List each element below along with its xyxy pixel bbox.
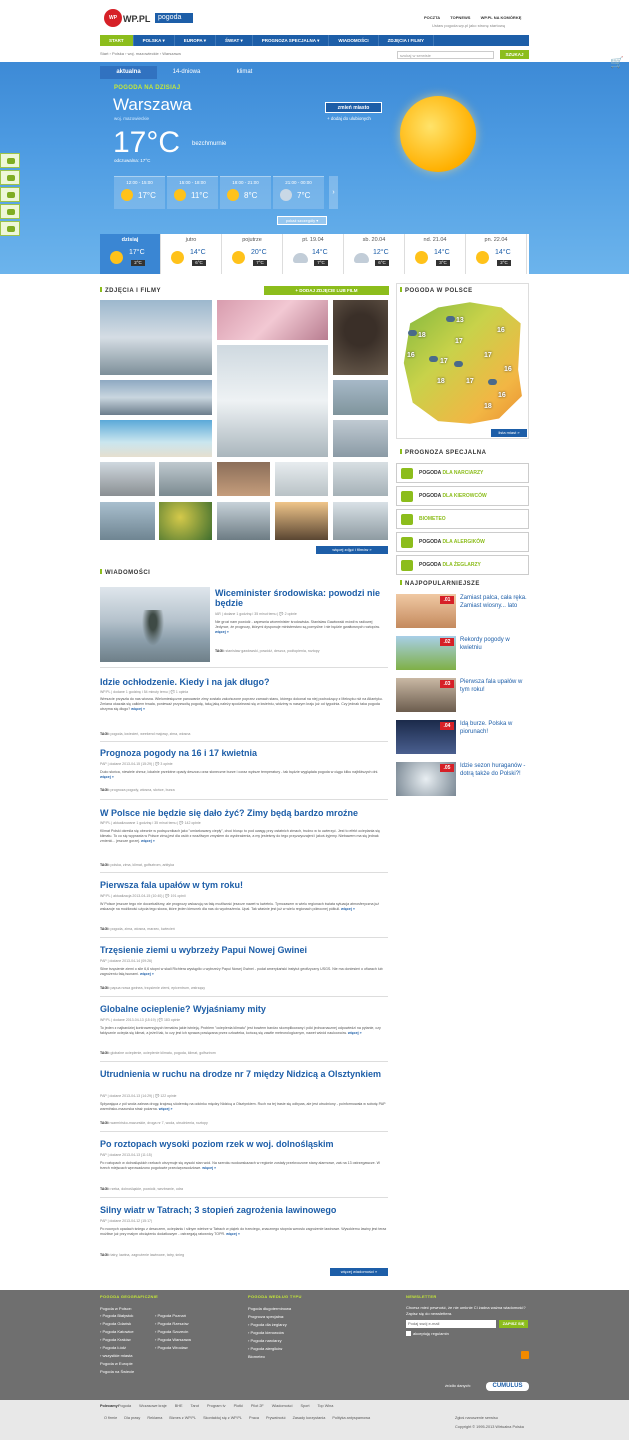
news-lead: W Polsce jeszcze tego nie doczekaliśmy, ale prognozy wskazują na falę możliwość jeszcze nawet w kwietniu. Tymczasem w wielu regionach świata sytuacja atmosferyczna już wskazuje na możliwość użycia tego słowa, które jeden kierunek dla nas do wyobrażenia. Upał. Tak właśnie jest już w wielu regionach północnej półkuli. więcej » [100, 902, 380, 912]
footer-geo: POGODA GEOGRAFICZNIE Pogoda w Polsce: [100, 1294, 159, 1311]
feels-like: odczuwalna: 17°C [114, 158, 151, 163]
add-favourite-link[interactable]: + dodaj do ulubionych [327, 116, 371, 121]
hour-slot: 12:00 - 15:00 17°C [114, 176, 165, 209]
news-headline[interactable]: Silny wiatr w Tatrach; 3 stopień zagrożenia lawinowego [100, 1205, 337, 1215]
rss-icon[interactable] [521, 1351, 529, 1359]
photo-thumb[interactable] [100, 502, 155, 540]
cloud-icon [454, 361, 463, 367]
photo-thumb[interactable] [217, 462, 270, 496]
nav-start[interactable]: START [100, 35, 134, 46]
footer-newsletter: NEWSLETTER Chcesz mieć pewność, że nie umknie Ci żadna ważna wiadomość? Zapisz się do newslettera. [406, 1294, 526, 1316]
photo-thumb[interactable] [159, 462, 212, 496]
chevron-right-icon[interactable]: › [329, 176, 338, 209]
ski-icon [401, 468, 413, 479]
sun-icon [110, 251, 123, 264]
news-headline[interactable]: Po roztopach wysoki poziom rzek w woj. dolnośląskim [100, 1139, 334, 1149]
day-card[interactable]: dzisiaj 17°C 2°C [100, 234, 161, 274]
map-temp[interactable]: 13 [456, 317, 464, 324]
forecast-tabs [100, 66, 274, 79]
news-headline[interactable]: Wiceminister środowiska: powodzi nie będzie [215, 588, 380, 608]
data-source-label: źródło danych: [445, 1383, 472, 1388]
toplink-poczta[interactable]: POCZTA [424, 15, 441, 20]
news-lead: Po nocnych opadach śniegu z deszczem, ocieplaniu i silnym wietrze w Tatrach w piątek do trzeciego, znacznego stopnia wzrosło zagrożenie lawinowe. Wysokiemu lawiny jest teraz możliwe już przy małym obciążeniu dodatkowym - ostrzegają ratownicy TOPR. więcej » [100, 1227, 387, 1237]
news-tags: TAGI: polska, zima, klimat, golfsztrom, arktyka [100, 863, 175, 867]
day-card[interactable]: sb. 20.04 12°C 6°C [344, 234, 405, 274]
news-lead: Po roztopach w dolnośląskich rzekach utrzymuje się wysoki stan wód. Na szeroku wodowskazach w regionie zostały przekroczone stany alarmowe, zaś na 13 ostrzegawcze. W trzech miejscach wprowadzono pogotowie przeciwpowodziowe. więcej » [100, 1161, 381, 1171]
allergy-icon [401, 537, 413, 548]
news-more-link[interactable]: więcej » [100, 775, 114, 780]
special-sailors[interactable]: POGODA DLA ŻEGLARZY [396, 555, 529, 575]
photo-thumb[interactable] [217, 345, 328, 457]
news-tags: TAGI: warmińsko-mazurskie, droga nr 7, woda, utrudnienia, roztopy [100, 1121, 208, 1125]
biometeo-icon [401, 514, 413, 525]
news-headline[interactable]: Globalne ocieplenie? Wyjaśniamy mity [100, 1004, 266, 1014]
photo-thumb[interactable] [333, 420, 388, 457]
news-more-link[interactable]: więcej » [131, 707, 145, 712]
section-tag[interactable]: pogoda [155, 13, 193, 23]
show-details-button[interactable]: pokaż szczegóły ▾ [277, 216, 327, 225]
map-temp[interactable]: 17 [466, 378, 474, 385]
cloud-icon [408, 330, 417, 336]
subscribe-button[interactable]: ZAPISZ SIĘ [499, 1320, 528, 1328]
footer-type: POGODA WEDŁUG TYPU Pogoda długoterminowa Prognoza specjalna: › Pogoda dla żeglarzy › Pogoda kierowców › Pogoda narciarzy › Pogoda alergików Biometeo [248, 1294, 302, 1359]
copyright: Copyright © 1995-2013 Wirtualna Polska [455, 1425, 524, 1429]
divider [100, 872, 388, 873]
map-temp[interactable]: 17 [484, 352, 492, 359]
news-lead: To jeden z najbardziej kontrowersyjnych tematów jakie istnieją. Problem "ocieplenia klimatu" jest bowiem bardzo skomplikowany i póki jednoznacznej odpowiedzi na pytanie, czy faktycznie ociepla się klimat, a jeżeli tak, to czy jest ich sprawa powiązana przez człowieka, kończą się zawiłe meteorologicznym, nawet wśród naukowców. więcej » [100, 1026, 381, 1036]
divider [100, 741, 388, 742]
sun-icon [415, 251, 428, 264]
news-more-link[interactable]: więcej » [158, 1107, 173, 1112]
map-temp[interactable]: 16 [504, 366, 512, 373]
divider [100, 799, 388, 800]
cloud-icon [446, 316, 455, 322]
nav-wiadomosci[interactable]: WIADOMOŚCI [329, 35, 378, 46]
news-more-link[interactable]: więcej » [341, 907, 355, 912]
news-tags: TAGI: globalne ocieplenie, ocieplenie klimatu, pogoda, klimat, golfsztrom [100, 1051, 216, 1055]
photo-thumb[interactable] [333, 380, 388, 415]
news-meta: PAP | dodane 2013-04-14 (09:26) [100, 959, 153, 963]
hour-slot: 21:00 - 00:00 7°C [273, 176, 324, 209]
photo-thumb[interactable] [333, 300, 388, 375]
map-temp[interactable]: 17 [440, 358, 448, 365]
current-condition: bezchmurnie [192, 141, 227, 147]
news-more-link[interactable]: więcej » [347, 1031, 362, 1036]
divider [100, 1131, 388, 1132]
day-card[interactable]: pt. 19.04 14°C 7°C [283, 234, 344, 274]
hour-slot: 18:00 - 21:00 8°C [220, 176, 271, 209]
region-name: woj. mazowieckie [114, 116, 150, 121]
tree-image [140, 610, 166, 650]
more-photos-button[interactable]: więcej zdjęć i filmów » [316, 546, 388, 554]
main-nav [100, 35, 529, 46]
map-temp[interactable]: 18 [418, 332, 426, 339]
photos-heading: ZDJĘCIA I FILMY [100, 287, 161, 294]
polecamy-label: Polecamy: [100, 1404, 119, 1408]
accept-terms[interactable]: akceptuję regulamin [406, 1330, 449, 1338]
tab-14-dniowa[interactable]: 14-dniowa [172, 69, 201, 75]
news-more-link[interactable]: więcej » [139, 972, 154, 977]
sun-icon [232, 251, 245, 264]
photo-thumb[interactable] [217, 502, 270, 540]
breadcrumb[interactable]: Start › Polska › woj. mazowieckie › Warszawa [100, 51, 181, 56]
news-headline[interactable]: Prognoza pogody na 16 i 17 kwietnia [100, 748, 258, 758]
special-drivers[interactable]: POGODA DLA KIEROWCÓW [396, 486, 529, 506]
news-meta: WP.PL | aktualizacja 2013-04-15 (10:40) | 💬 191 opinii [100, 894, 186, 898]
news-headline[interactable]: Trzęsienie ziemi u wybrzeży Papui Nowej Gwinei [100, 945, 308, 955]
biometeo-icon[interactable] [0, 187, 20, 202]
news-meta: PAP | dodane 2013-04-12 (15:17) [100, 1219, 153, 1223]
divider [100, 937, 388, 938]
news-lead: Wreszcie przyszła do nas wiosna. Wielomiesięczne panowanie zimy zostało zakończone poprzez zamach stanu, którego dokonał na niej pochodzący z Meksyku niż na Atlantyku. Zmiana okazała się całkiem trwała, ponieważ przyzwoitą pogodę, taką jaką należy spodziewać się w kwietniu, widzimy w naszym kraju już od tygodnia. Czy jednak taka pogoda utrzyma się długo? więcej » [100, 697, 383, 712]
top-links [424, 15, 530, 20]
map-temp[interactable]: 16 [497, 327, 505, 334]
special-ski[interactable]: POGODA DLA NARCIARZY [396, 463, 529, 483]
news-lead: Nie grozi nam powódź - zapewnia wiceminister środowiska. Stanisław Gawłowski mówił w radiowej Jedynce, że prognozy, którymi dysponuje ministerstwo są pomyślne i nie będzie gwałtownych roztopów. więcej » [215, 620, 380, 635]
news-meta: WP.PL | dodane 2013-04-13 (15:19) | 💬 183 opinie [100, 1018, 181, 1022]
toplink-topnews[interactable]: TOPNEWS [450, 15, 471, 20]
search-button[interactable]: SZUKAJ [500, 50, 529, 59]
day-card[interactable]: pn. 22.04 14°C 2°C [466, 234, 527, 274]
checkbox[interactable] [406, 1331, 411, 1336]
hourly-forecast [114, 176, 338, 209]
divider [100, 996, 388, 997]
page-header [0, 0, 629, 62]
map-temp[interactable]: 18 [484, 403, 492, 410]
footer-geo-list-b: › Pogoda Poznań › Pogoda Rzeszów › Pogoda Szczecin › Pogoda Warszawa › Pogoda Wrocław [155, 1313, 191, 1350]
news-tags: TAGI: pogoda, kwiecień, weekend majowy, zima, wiosna [100, 732, 191, 736]
photo-thumb[interactable] [333, 462, 388, 496]
cart-icon[interactable]: 🛒 [610, 57, 624, 69]
car-icon [401, 491, 413, 502]
cloud-icon [354, 253, 369, 263]
wp-logo[interactable]: WP WP.PL [104, 9, 132, 27]
hour-slot: 15:00 - 18:00 11°C [167, 176, 218, 209]
news-tags: TAGI: stanisław gawłowski, powódź, deszcz, podtopienia, roztopy [215, 649, 320, 653]
change-city-button[interactable]: zmień miasto [325, 102, 382, 113]
city-list-button[interactable]: lista miast » [491, 429, 527, 437]
popular-item[interactable]: .03 Pierwsza fala upałów w tym roku! [396, 678, 529, 712]
day-card[interactable]: nd. 21.04 14°C 3°C [405, 234, 466, 274]
photo-thumb[interactable] [275, 462, 328, 496]
car-icon[interactable] [0, 170, 20, 185]
tab-aktualna[interactable]: aktualna [100, 66, 157, 79]
today-label: POGODA NA DZISIAJ [114, 85, 181, 91]
photo-thumb[interactable] [100, 462, 155, 496]
sail-icon [401, 560, 413, 571]
current-temp: 17°C [113, 126, 181, 159]
sun-icon [400, 96, 476, 172]
news-meta: WP.PL | dodane 1 godzinę i 54 minuty temu | 💬 1 opinia [100, 690, 189, 694]
map-temp[interactable]: 16 [498, 392, 506, 399]
news-more-link[interactable]: więcej » [226, 1232, 240, 1237]
popular-item[interactable]: .04 Idą burze. Polska w piorunach! [396, 720, 529, 754]
news-lead: Dużo słońca, niewiele chmur, lokalnie przelotne opady deszczu oraz słoneczne burze i coraz wyższe temperatury - tak będzie wyglądała pogoda w ciągu kilku najbliższych dni. więcej » [100, 770, 379, 780]
toplink-mobile[interactable]: WP.PL NA KOMÓRKĘ [480, 15, 522, 20]
popular-item[interactable]: .01 Zamiast palca, cała ręka. Zamiast wiosny... lato [396, 594, 529, 628]
search-input[interactable]: szukaj w serwisie [397, 51, 494, 59]
news-meta: PAP | dodane 2013-04-13 (11:15) [100, 1153, 152, 1157]
bottom-links-row-2: O firmie Dla prasy Reklama Biznes z WP.PL Skontaktuj się z WP.PL Praca Prywatność Zasady korzystania Polityka antyspamowa [104, 1416, 371, 1420]
more-news-button[interactable]: więcej wiadomości » [330, 1268, 388, 1276]
sun-icon [121, 189, 133, 201]
news-tags: TAGI: prognoza pogody, wiosna, słońce, burza [100, 788, 175, 792]
side-shortcuts [0, 153, 20, 238]
news-meta: WP.PL | aktualizowane 1 godzinę i 35 minut temu | 💬 142 opinie [100, 821, 201, 825]
allergy-icon[interactable] [0, 204, 20, 219]
add-photo-button[interactable]: + DODAJ ZDJĘCIE LUB FILM [264, 286, 389, 295]
city-name: Warszawa [113, 95, 192, 114]
news-headline[interactable]: Pierwsza fala upałów w tym roku! [100, 880, 244, 890]
news-heading: WIADOMOŚCI [100, 569, 150, 576]
set-start-link[interactable]: Ustaw pogoda.wp.pl jako stronę startową [432, 23, 505, 28]
map-temp[interactable]: 16 [407, 352, 415, 359]
nav-zdjecia[interactable]: ZDJĘCIA I FILMY [379, 35, 434, 46]
map-heading: POGODA W POLSCE [400, 287, 473, 294]
cumulus-logo[interactable]: CUMULUS [486, 1382, 529, 1391]
ski-icon[interactable] [0, 153, 20, 168]
cloud-icon [429, 356, 438, 362]
news-headline[interactable]: Idzie ochłodzenie. Kiedy i na jak długo? [100, 677, 270, 687]
map-temp[interactable]: 17 [455, 338, 463, 345]
nav-prognoza[interactable]: PROGNOZA SPECJALNA ▾ [253, 35, 330, 46]
photo-thumb[interactable] [217, 300, 328, 340]
cloud-icon [488, 379, 497, 385]
divider [100, 667, 388, 668]
divider [100, 1061, 388, 1062]
news-tags: TAGI: papua nowa gwinea, trzęsienie ziemi, epicentrum, wstrząsy [100, 986, 205, 990]
sun-icon [171, 251, 184, 264]
news-meta: PAP | dodane 2013-04-15 (15:29) | 💬 3 opinie [100, 762, 173, 766]
popular-heading: NAJPOPULARNIEJSZE [400, 580, 480, 587]
sun-icon [476, 251, 489, 264]
photo-thumb[interactable] [100, 300, 212, 375]
news-headline[interactable]: Utrudnienia w ruchu na drodze nr 7 między Nidzicą a Olsztynkiem [100, 1069, 382, 1079]
tab-klimat[interactable]: klimat [236, 69, 253, 75]
special-heading: PROGNOZA SPECJALNA [400, 449, 486, 456]
special-allergy[interactable]: POGODA DLA ALERGIKÓW [396, 532, 529, 552]
news-tags: TAGI: tatry, lawina, zagrożenie lawinowe, tatry, śnieg [100, 1253, 185, 1257]
divider [100, 1197, 388, 1198]
report-link[interactable]: Zgłoś naruszenie serwisu [455, 1416, 498, 1420]
day-card[interactable]: jutro 14°C 6°C [161, 234, 222, 274]
day-card[interactable]: pojutrze 20°C 7°C [222, 234, 283, 274]
newsletter-email-input[interactable]: Podaj swój e-mail [406, 1320, 496, 1328]
photo-thumb[interactable] [100, 380, 212, 415]
news-lead: Klimat Polski określa się obecnie w podręcznikach jako "umiarkowany ciepły", choć biorąc to pod uwagę przy ostatnich zimach, trudno w to uwierzyć. Jest to efekt ocieplania się klimatu. To co się wyprawia w Polsce zimą jest dla osób z wrażliwym zmysłem do wyobrażenia, a my jesteśmy do tego przyzwyczajeni i jakoś żyjemy. Niebawem ma się jednak zmienić... jeszcze gorzej. więcej » [100, 829, 381, 844]
news-lead: Spływająca z pól woda zalewa drogę krajową siódemkę na odcinku między Nidzicą a Olsztynkiem. Ruch na tej trasie się odbywa, ale jest utrudniony - poinformowała w sobotę PAP warmińsko-mazurska straż pożarna. więcej » [100, 1102, 386, 1112]
bottom-links-row: Pogoda Wczasowe kraje BHE Tarot Program tv Plotki Pilot 2F Wiadomości Sport Top Wina [118, 1404, 334, 1408]
photo-thumb[interactable] [159, 502, 212, 540]
news-tags: TAGI: rzeka, dolnośląskie, powódź, wezbranie, odra [100, 1187, 184, 1191]
photo-thumb[interactable] [333, 502, 388, 540]
news-more-link[interactable]: więcej » [140, 839, 155, 844]
nav-polska[interactable]: POLSKA ▾ [134, 35, 175, 46]
special-biometeo[interactable]: BIOMETEO [396, 509, 529, 529]
sun-icon [174, 189, 186, 201]
photo-grid [100, 300, 388, 540]
moon-icon [280, 189, 292, 201]
news-more-link[interactable]: więcej » [202, 1166, 217, 1171]
nav-europa[interactable]: EUROPA ▾ [175, 35, 216, 46]
news-lead: Silne trzęsienie ziemi o sile 6,6 stopni w skali Richtera wystąpiło u wybrzeży Papui Nowej Gwinei - podał amerykański instytut geofizyczny USGS. Nie ma doniesień o ofiarach lub zagrożeniu falą tsunami. więcej » [100, 967, 383, 977]
sun-icon [227, 189, 239, 201]
daily-forecast [100, 234, 529, 274]
cloud-icon [293, 253, 308, 263]
news-more-link[interactable]: więcej » [215, 630, 229, 635]
news-meta: PAP | dodane 2013-04-13 (14:29) | 💬 122 opinie [100, 1094, 177, 1098]
nav-swiat[interactable]: ŚWIAT ▾ [216, 35, 253, 46]
map-temp[interactable]: 18 [437, 378, 445, 385]
popular-item[interactable]: .05 Idzie sezon huraganów - dotrą także do Polski?! [396, 762, 529, 796]
logo-ball-icon: WP [104, 9, 122, 27]
photo-thumb[interactable] [100, 420, 212, 457]
news-meta: IAR | dodane 1 godzinę i 35 minut temu | 💬 2 opinie [215, 612, 297, 616]
popular-item[interactable]: .02 Rekordy pogody w kwietniu [396, 636, 529, 670]
photo-thumb[interactable] [275, 502, 328, 540]
news-tags: TAGI: pogoda, zima, wiosna, marzec, kwiecień [100, 927, 175, 931]
footer-geo-list-a: › Pogoda Białystok › Pogoda Gdańsk › Pogoda Katowice › Pogoda Kraków › Pogoda Łódź › wszystkie miasta Pogoda w Europie Pogoda na Świecie [100, 1313, 135, 1374]
sail-icon[interactable] [0, 221, 20, 236]
news-headline[interactable]: W Polsce nie będzie się dało żyć? Zimy będą bardzo mroźne [100, 808, 359, 818]
